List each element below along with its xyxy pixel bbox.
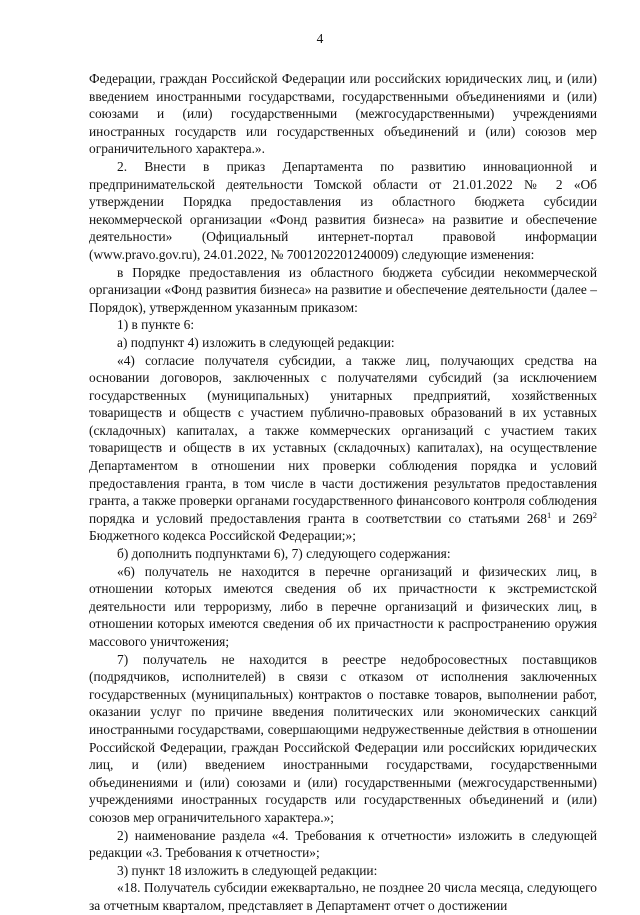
subclause-4-main: «4) согласие получателя субсидии, а также лиц, получающих средства на основании договоров, заключенных с получателями субсидий (за исключением государственных (муниципальных) унитарных предприятий, хозяйственных товариществ и обществ с участием публично-правовых образований в их уставных (складочных) капиталах, а также коммерческих организаций с участием таких товариществ и обществ в их уставных (складочных) капиталах), на осуществление Департаментом в отношении них проверки соблюдения порядка и условий предоставления гранта, в том числе в части достижения результатов предоставления гранта, а также проверки органами государственного финансового контроля соблюдения порядка и условий предоставления гранта в соответствии со статьями 268	[89, 352, 597, 526]
paragraph-clause-18: «18. Получатель субсидии ежеквартально, не позднее 20 числа месяца, следующего за отчетным кварталом, представляет в Департамент отчет о достижении	[89, 880, 597, 913]
paragraph-clause-6: 1) в пункте 6:	[117, 317, 195, 333]
page-number: 4	[316, 31, 324, 46]
paragraph-subclause-6-text: «6) получатель не находится в перечне организаций и физических лиц, в отношении которых имеются сведения об их причастности к экстремистской деятельности или терроризму, либо в перечне организаций и физических лиц, в отношении которых имеются сведения об их причастности к распространению оружия массового уничтожения;	[89, 563, 597, 649]
paragraph-subclause-7-text: 7) получатель не находится в реестре недобросовестных поставщиков (подрядчиков, исполнителей) в связи с отказом от исполнения заключенных государственных (муниципальных) контрактов о поставке товаров, выполнении работ, оказании услуг по причине введения политических или экономических санкций иностранными государствами, совершающими недружественные действия в отношении Российской Федерации, граждан Российской Федерации или российских юридических лиц, и (или) введением иностранными государствами, государственными объединениями и (или) союзами и (или) государственными (межгосударственными) учреждениями иностранных государств или государственных объединений и (или) союзов мер ограничительного характера.»;	[89, 651, 597, 825]
paragraph-subclause-b: б) дополнить подпунктами 6), 7) следующего содержания:	[117, 546, 451, 562]
paragraph-procedure-intro: в Порядке предоставления из областного бюджета субсидии некоммерческой организации «Фонд развития бизнеса» на развитие и обеспечение деятельности (далее – Порядок), утвержденном указанным приказом:	[89, 264, 597, 315]
paragraph-item-2: 2. Внести в приказ Департамента по развитию инновационной и предпринимательской деятельности Томской области от 21.01.2022 № 2 «Об утверждении Порядка предоставления из областного бюджета субсидии некоммерческой организации «Фонд развития бизнеса» на развитие и обеспечение деятельности» (Официальный интернет-портал правовой информации (www.pravo.gov.ru), 24.01.2022, № 7001202201240009) следующие изменения:	[89, 158, 597, 262]
paragraph-continuation: Федерации, граждан Российской Федерации или российских юридических лиц, и (или) введением иностранными государствами, государственными объединениями и (или) союзами и (или) государственными (межгосударственными) учреждениями иностранных государств или государственных объединений и (или) союзов мер ограничительного характера.».	[89, 71, 597, 157]
paragraph-subclause-a: а) подпункт 4) изложить в следующей редакции:	[117, 334, 395, 350]
subclause-4-mid: и 269	[551, 510, 593, 526]
paragraph-subclause-4-text	[89, 352, 597, 546]
paragraph-item-3: 3) пункт 18 изложить в следующей редакции:	[117, 862, 378, 878]
document-body	[89, 70, 597, 915]
subclause-4-end: Бюджетного кодекса Российской Федерации;»;	[89, 528, 356, 544]
superscript-1: 1	[546, 509, 552, 520]
superscript-2: 2	[592, 509, 598, 520]
paragraph-item-2-section: 2) наименование раздела «4. Требования к отчетности» изложить в следующей редакции «3. Требования к отчетности»;	[89, 827, 597, 861]
